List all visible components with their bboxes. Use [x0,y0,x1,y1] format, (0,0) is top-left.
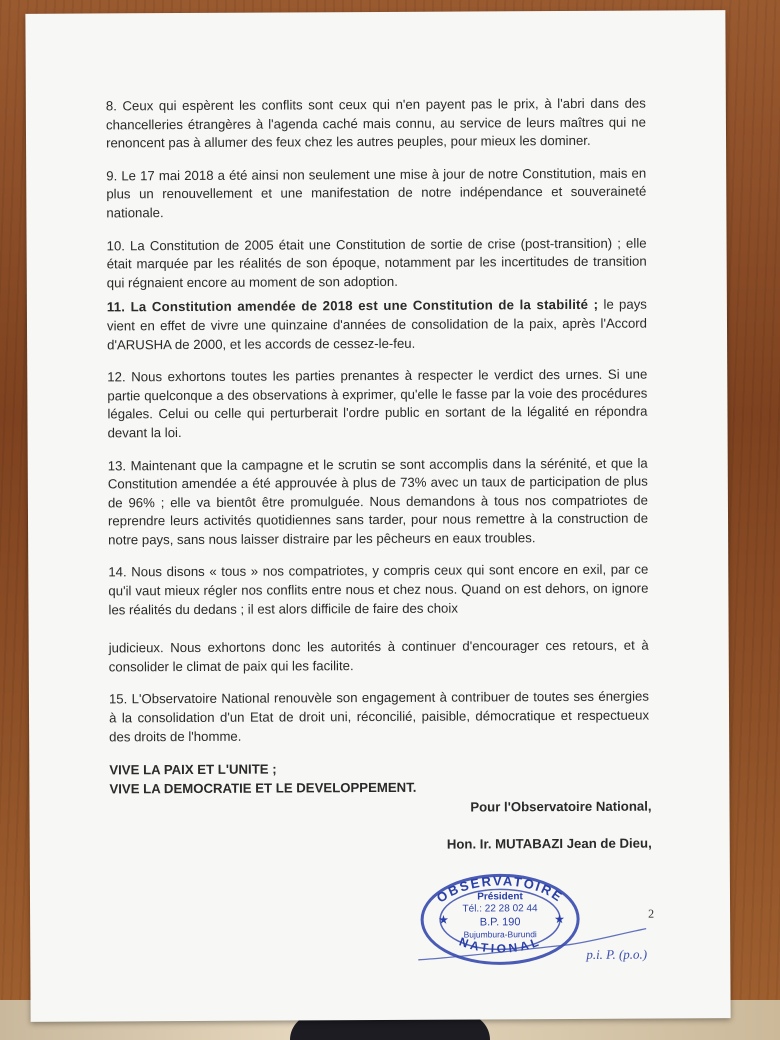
paragraph-14-part-b: judicieux. Nous exhortons donc les autorités à continuer d'encourager ces retours, et à consolider le climat de paix qui les facilite. [108,637,649,675]
stamp-city: Bujumbura-Burundi [463,929,537,940]
signature-organization: Pour l'Observatoire National, [470,798,652,815]
stamp-postbox: B.P. 190 [479,916,521,929]
paragraph-11 [107,296,647,355]
handwritten-annotation: p.i. P. (p.o.) [586,946,648,962]
paragraph-11-rest: le pays vient en effet de vivre une quinzaine d'années de consolidation de la paix, après l'Accord d'ARUSHA de 2000, et les accords de cessez-le-feu. [106,296,648,352]
document-body [106,95,650,799]
closing-slogans [109,758,649,799]
paragraph-12: 12. Nous exhortons toutes les parties prenantes à respecter le verdict des urnes. Si une partie quelconque a des observations à exprimer, qu'elle le fasse par la voie des procédures légales. Celui ou celle qui perturberait l'ordre public en sortant de la légalité en répondra devant la loi. [107,366,648,441]
paragraph-9: 9. Le 17 mai 2018 a été ainsi non seulement une mise à jour de notre Constitution, mais en plus un renouvellement et une manifestation de notre indépendance et souveraineté nationale. [106,165,647,221]
signatory-name: Hon. Ir. MUTABAZI Jean de Dieu, [446,835,652,852]
page-number: 2 [648,906,655,921]
signature-block [447,799,652,852]
signatory-title: Président [477,891,523,903]
stamp-telephone: Tél.: 22 28 02 44 [462,903,538,915]
document-page [25,10,730,1022]
paragraph-11-bold-lead: 11. La Constitution amendée de 2018 est une Constitution de la stabilité ; [106,297,599,315]
slogan-peace-unity: VIVE LA PAIX ET L'UNITE ; [109,761,277,778]
stamp-bottom-arc-text: NATIONAL [457,934,544,956]
stamp-star-left-icon: ★ [438,912,449,927]
stamp-graphic [416,871,648,968]
paragraph-15: 15. L'Observatoire National renouvèle son engagement à contribuer de toutes ses énergies à la consolidation d'un Etat de droit uni, réconcilié, paisible, démocratique et respectueux des droits de l'homme. [108,689,650,745]
paragraph-14-part-a: 14. Nous disons « tous » nos compatriotes, y compris ceux qui sont encore en exil, par ce qu'il vaut mieux régler nos conflits entre nous et chez nous. Quand on est dehors, on ignore les réalités du dedans ; il est alors difficile de faire des choix [108,562,649,618]
stamp-star-right-icon: ★ [554,912,565,927]
official-stamp [416,871,648,968]
stamp-top-arc-text: OBSERVATOIRE [433,873,567,906]
paragraph-13: 13. Maintenant que la campagne et le scrutin se sont accomplis dans la sérénité, et que la Constitution amendée a été approuvée à plus de 73% avec un taux de participation de plus de 96% ; elle va bientôt être promulguée. Nous demandons à tous nos compatriotes de reprendre leurs activités quotidiennes sans tarder, pour nous remettre à la construction de notre pays, sans nous laisser distraire par les pêcheurs en eaux troubles. [107,455,649,548]
slogan-democracy-development: VIVE LA DEMOCRATIE ET LE DEVELOPPEMENT. [109,780,417,797]
paragraph-8: 8. Ceux qui espèrent les conflits sont ceux qui n'en payent pas le prix, à l'abri dans des chancelleries étrangères à l'agenda caché mais connu, au service de leurs maîtres qui ne renoncent pas à allumer des feux chez les autres peuples, pour mieux les dominer. [105,95,646,151]
paragraph-10: 10. La Constitution de 2005 était une Constitution de sortie de crise (post-transition) ; elle était marquée par les réalités de son époque, notamment par les incertitudes de transition qui régnaient encore au moment de son adoption. [106,235,647,291]
